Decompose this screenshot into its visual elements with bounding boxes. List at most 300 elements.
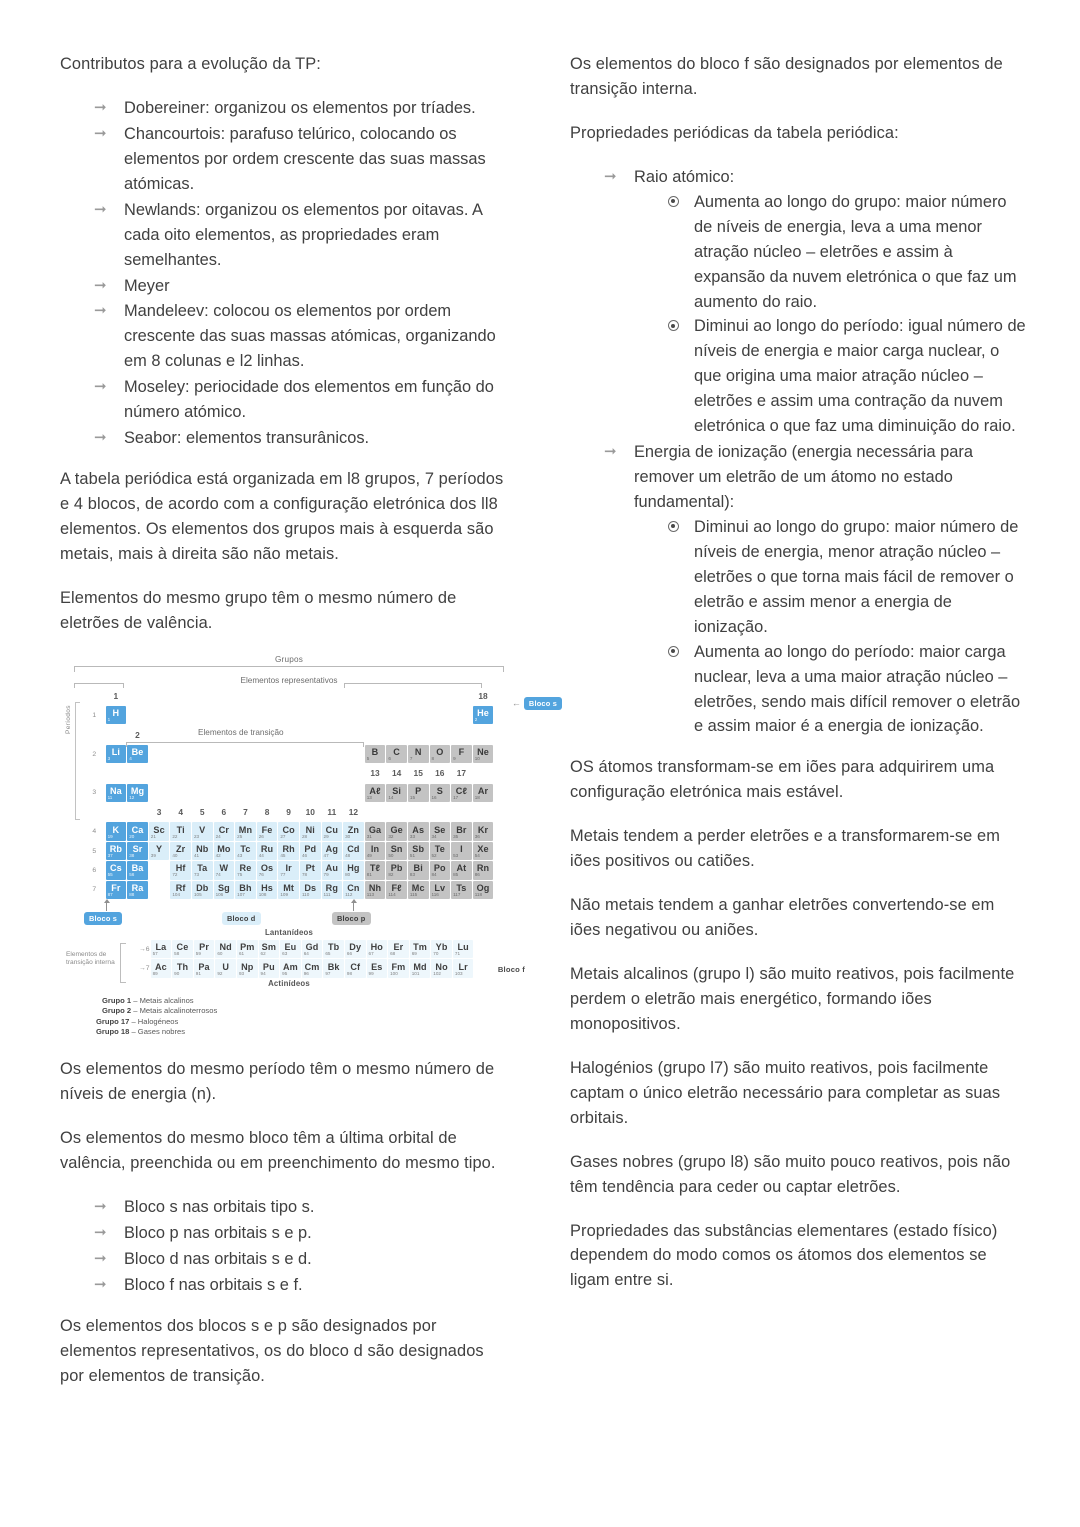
list-item — [94, 1273, 512, 1298]
pt-cell-empty — [149, 881, 170, 899]
pt-element-symbol: Mn — [238, 824, 253, 835]
pt-element-cell[interactable] — [386, 784, 407, 802]
pt-element-symbol: Lu — [457, 942, 469, 953]
pt-element-cell[interactable] — [430, 861, 451, 879]
pt-legend-row: Grupo 18 – Gases nobres — [96, 1026, 186, 1036]
pt-legend-group: Grupo 18 — [96, 1026, 130, 1036]
pt-element-cell[interactable] — [192, 861, 213, 879]
pt-element-symbol: Nd — [219, 942, 232, 953]
pt-element-number: 23 — [193, 833, 200, 839]
pt-element-symbol: Tℓ — [369, 863, 381, 874]
pt-group-number — [235, 725, 256, 743]
pt-element-cell[interactable] — [473, 745, 494, 763]
pt-element-number: 5 — [366, 756, 370, 762]
pt-element-cell[interactable] — [192, 881, 213, 899]
pt-element-cell[interactable] — [473, 784, 494, 802]
pt-element-cell[interactable] — [106, 706, 127, 724]
pt-element-cell[interactable] — [106, 784, 127, 802]
pt-group-number — [451, 725, 472, 743]
pt-element-number: 56 — [129, 872, 135, 878]
pt-element-number: 24 — [215, 833, 221, 839]
properties-list — [570, 165, 1028, 740]
pt-group-number — [365, 687, 386, 705]
table-row — [84, 842, 493, 860]
pt-element-number: 109 — [280, 891, 289, 897]
pt-callout-bloco-f: Bloco f — [497, 965, 525, 975]
pt-element-number: 27 — [280, 833, 286, 839]
pt-element-cell[interactable] — [235, 881, 256, 899]
pt-element-cell[interactable] — [214, 881, 235, 899]
pt-element-symbol: Cf — [350, 961, 361, 972]
left-arrow-icon: ← — [511, 697, 521, 708]
pt-transicao-label: Elementos de transição — [198, 727, 284, 737]
pt-cell-empty — [214, 706, 235, 724]
pt-element-cell[interactable] — [345, 959, 366, 977]
pt-element-cell[interactable] — [127, 861, 148, 879]
pt-element-number: 97 — [325, 970, 331, 976]
pt-element-cell[interactable] — [170, 842, 191, 860]
para-halogenios: Halogénios (grupo l7) são muito reativos, pois facilmente captam o único eletrão necessário para completar as suas orbitais. — [570, 1058, 1001, 1127]
para-alcalinos: Metais alcalinos (grupo l) são muito reativos, pois facilmente perdem o eletrão mais energético, formando iões monopositivos. — [570, 965, 1015, 1033]
pt-element-symbol: Ca — [131, 824, 144, 835]
pt-element-number: 65 — [325, 951, 331, 957]
pt-element-cell[interactable] — [386, 861, 407, 879]
pt-element-symbol: Am — [283, 961, 298, 972]
pt-element-cell[interactable] — [343, 842, 364, 860]
pt-element-symbol: Er — [393, 942, 404, 953]
pt-element-cell[interactable] — [106, 745, 127, 763]
pt-element-cell[interactable] — [280, 940, 301, 958]
pt-element-cell[interactable] — [343, 861, 364, 879]
pt-element-cell[interactable] — [170, 881, 191, 899]
pt-element-cell[interactable] — [237, 940, 258, 958]
pt-element-cell[interactable] — [259, 940, 280, 958]
pt-cell-empty — [451, 706, 472, 724]
pt-element-cell[interactable] — [127, 881, 148, 899]
pt-element-number: 89 — [152, 970, 158, 976]
pt-element-cell[interactable] — [408, 842, 429, 860]
pt-group-number — [300, 687, 321, 705]
pt-element-number: 36 — [474, 833, 480, 839]
pt-element-cell[interactable] — [237, 959, 258, 977]
para-gases: Gases nobres (grupo l8) são muito pouco reativos, pois não têm tendência para ceder ou captar eletrões. — [570, 1152, 1011, 1196]
pt-cell-empty — [127, 706, 148, 724]
pt-cell-empty — [149, 861, 170, 879]
pt-element-cell[interactable] — [106, 822, 127, 840]
pt-element-cell[interactable] — [214, 842, 235, 860]
pt-element-cell[interactable] — [151, 959, 172, 977]
pt-element-symbol: Li — [111, 747, 121, 758]
pt-element-cell[interactable] — [214, 822, 235, 840]
list-item-label: Seabor: elementos transurânicos. — [124, 429, 370, 448]
pt-element-cell[interactable] — [106, 861, 127, 879]
pt-element-cell[interactable] — [300, 881, 321, 899]
pt-element-cell[interactable] — [343, 822, 364, 840]
pt-cell-empty — [214, 784, 235, 802]
pt-element-cell[interactable] — [106, 881, 127, 899]
pt-element-cell[interactable] — [151, 940, 172, 958]
pt-element-cell[interactable] — [300, 842, 321, 860]
pt-group-number — [278, 725, 299, 743]
pt-element-cell[interactable] — [323, 940, 344, 958]
pt-element-symbol: Nb — [196, 844, 209, 854]
pt-cell-empty — [235, 706, 256, 724]
pt-element-symbol: Fe — [261, 824, 273, 835]
pt-element-cell[interactable] — [365, 861, 386, 879]
pt-group-number — [257, 764, 278, 782]
pt-group-number — [214, 725, 235, 743]
pt-element-symbol: Es — [371, 961, 383, 972]
pt-element-symbol: Hf — [175, 863, 186, 874]
pt-element-cell[interactable] — [367, 959, 388, 977]
pt-element-cell[interactable] — [451, 881, 472, 899]
transicao-interna-bracket — [120, 943, 126, 983]
pt-element-number: 117 — [453, 891, 461, 897]
list-item-label: Raio atómico: — [634, 167, 735, 186]
pt-element-symbol: Fr — [111, 882, 121, 893]
pt-element-cell[interactable] — [365, 842, 386, 860]
pt-element-symbol: O — [436, 747, 444, 758]
pt-cell-empty — [430, 706, 451, 724]
pt-element-symbol: No — [435, 961, 448, 972]
pt-element-symbol: Pt — [305, 863, 315, 874]
pt-element-cell[interactable] — [127, 842, 148, 860]
pt-element-symbol: Rg — [325, 882, 338, 893]
pt-element-symbol: Cr — [218, 824, 230, 835]
pt-element-cell[interactable] — [278, 822, 299, 840]
pt-element-symbol: Eu — [284, 942, 297, 953]
pt-element-cell[interactable] — [430, 822, 451, 840]
pt-element-number: 70 — [433, 951, 439, 957]
pt-element-cell[interactable] — [235, 842, 256, 860]
pt-element-cell[interactable] — [106, 842, 127, 860]
pt-element-symbol: Lv — [434, 882, 446, 893]
pt-element-number: 60 — [217, 951, 223, 957]
pt-callout-bloco-s-top: Bloco s — [524, 697, 562, 710]
pt-element-symbol: Pb — [390, 863, 403, 874]
pt-element-cell[interactable] — [408, 861, 429, 879]
pt-element-number: 90 — [174, 970, 180, 976]
pt-element-symbol: Sr — [132, 844, 143, 854]
pt-period-number: 7 — [92, 886, 97, 894]
pt-cell-empty — [322, 745, 343, 763]
pt-element-number: 8 — [431, 756, 435, 762]
pt-callout-bloco-p: Bloco p — [332, 912, 371, 925]
pt-element-number: 21 — [150, 833, 156, 839]
list-item — [604, 440, 1028, 739]
circle-dot-icon — [668, 320, 679, 331]
pt-group-number — [149, 764, 170, 782]
pt-cell-empty — [214, 745, 235, 763]
pt-element-symbol: S — [436, 785, 443, 796]
pt-element-cell[interactable] — [322, 881, 343, 899]
pt-cell-empty — [149, 706, 170, 724]
pt-group-number — [106, 725, 127, 743]
pt-element-cell[interactable] — [473, 861, 494, 879]
pt-element-cell[interactable] — [235, 822, 256, 840]
pt-element-symbol: Re — [239, 863, 252, 874]
pt-element-number: 118 — [474, 891, 483, 897]
pt-element-symbol: Bh — [239, 882, 252, 893]
table-row — [84, 706, 493, 724]
pt-element-cell[interactable] — [322, 842, 343, 860]
pt-group-number — [430, 687, 451, 705]
pt-group-number — [170, 725, 191, 743]
pt-element-number: 76 — [258, 872, 264, 878]
pt-element-number: 101 — [411, 970, 420, 976]
pt-element-cell[interactable] — [410, 959, 431, 977]
pt-period-number: 3 — [92, 789, 97, 797]
pt-element-number: 100 — [390, 970, 398, 976]
pt-element-cell[interactable] — [323, 959, 344, 977]
pt-element-cell[interactable] — [431, 959, 452, 977]
pt-element-cell[interactable] — [367, 940, 388, 958]
pt-element-cell[interactable] — [257, 861, 278, 879]
arrow-right-icon: ➞ — [94, 276, 107, 294]
pt-element-cell[interactable] — [278, 861, 299, 879]
pt-element-cell[interactable] — [473, 881, 494, 899]
bloco-s-top-callout-group — [512, 697, 562, 710]
pt-group-number — [343, 687, 364, 705]
pt-element-cell[interactable] — [257, 822, 278, 840]
pt-element-symbol: Ar — [477, 785, 489, 796]
pt-element-number: 110 — [301, 891, 310, 897]
pt-element-number: 25 — [237, 833, 243, 839]
pt-element-cell[interactable] — [408, 881, 429, 899]
pt-element-symbol: At — [456, 863, 467, 874]
pt-element-cell[interactable] — [451, 745, 472, 763]
pt-element-symbol: Mc — [411, 882, 425, 893]
pt-element-number: 35 — [453, 833, 459, 839]
pt-element-number: 72 — [172, 872, 178, 878]
pt-element-symbol: Fm — [391, 961, 406, 972]
pt-element-cell[interactable] — [278, 842, 299, 860]
pt-element-cell[interactable] — [257, 881, 278, 899]
pt-element-number: 93 — [238, 970, 245, 976]
pt-element-cell[interactable] — [343, 881, 364, 899]
pt-element-cell[interactable] — [194, 959, 215, 977]
pt-group-number — [170, 687, 191, 705]
pt-element-cell[interactable] — [300, 822, 321, 840]
pt-element-cell[interactable] — [170, 822, 191, 840]
pt-group-number — [451, 803, 472, 821]
pt-element-cell[interactable] — [235, 861, 256, 879]
pt-legend-group: Grupo 1 — [102, 995, 132, 1005]
pt-cell-empty — [170, 784, 191, 802]
pt-element-cell[interactable] — [473, 822, 494, 840]
pt-element-cell[interactable] — [408, 822, 429, 840]
pt-element-symbol: Ce — [176, 942, 189, 953]
pt-element-cell[interactable] — [280, 959, 301, 977]
pt-element-cell[interactable] — [127, 745, 148, 763]
pt-element-symbol: I — [460, 844, 463, 854]
pt-element-cell[interactable] — [365, 822, 386, 840]
pt-element-cell[interactable] — [149, 842, 170, 860]
pt-element-cell[interactable] — [127, 822, 148, 840]
pt-element-symbol: La — [155, 942, 167, 953]
pt-element-number: 29 — [323, 833, 329, 839]
pt-element-cell[interactable] — [302, 940, 323, 958]
pt-group-number — [214, 764, 235, 782]
pt-element-number: 83 — [409, 872, 416, 878]
pt-element-cell[interactable] — [172, 940, 193, 958]
pt-element-cell[interactable] — [278, 881, 299, 899]
pt-element-cell[interactable] — [388, 940, 409, 958]
pt-element-cell[interactable] — [386, 881, 407, 899]
pt-element-cell[interactable] — [431, 940, 452, 958]
para-organizacao: A tabela periódica está organizada em l8 grupos, 7 períodos e 4 blocos, de acordo com a configuração eletrónica dos ll8 elementos. Os elementos dos grupos mais à esquerda são metais, mais à direita são não metais. — [60, 470, 504, 563]
pt-element-cell[interactable] — [170, 861, 191, 879]
pt-element-cell[interactable] — [451, 784, 472, 802]
pt-element-number: 31 — [366, 833, 372, 839]
pt-element-number: 107 — [237, 891, 245, 897]
pt-element-cell[interactable] — [259, 959, 280, 977]
pt-element-symbol: Hg — [347, 863, 360, 874]
pt-element-number: 11 — [107, 794, 113, 800]
pt-element-cell[interactable] — [172, 959, 193, 977]
pt-group-number — [408, 803, 429, 821]
para-valencia: Elementos do mesmo grupo têm o mesmo número de eletrões de valência. — [60, 588, 457, 632]
pt-element-symbol: Mg — [130, 785, 145, 796]
pt-element-number: 10 — [474, 756, 480, 762]
pt-legend-group: Grupo 17 — [96, 1016, 130, 1026]
list-item-label: Bloco d nas orbitais s e d. — [124, 1250, 312, 1269]
pt-element-number: 68 — [390, 951, 396, 957]
pt-element-cell[interactable] — [410, 940, 431, 958]
pt-element-symbol: Br — [456, 824, 467, 835]
pt-element-number: 106 — [215, 891, 224, 897]
para-bloco: Os elementos do mesmo bloco têm a última orbital de valência, preenchida ou em preenchimento do mesmo tipo. — [60, 1129, 496, 1173]
heading-propriedades: Propriedades periódicas da tabela periódica: — [570, 123, 899, 142]
list-item-label: Meyer — [124, 276, 170, 295]
pt-element-number: 103 — [454, 970, 463, 976]
pt-element-cell[interactable] — [215, 959, 236, 977]
list-item — [94, 375, 512, 425]
pt-element-cell[interactable] — [388, 959, 409, 977]
table-row — [84, 861, 493, 879]
pt-legend — [96, 996, 504, 1038]
pt-group-number — [343, 725, 364, 743]
pt-group-number — [451, 687, 472, 705]
pt-element-cell[interactable] — [453, 940, 474, 958]
pt-period-number: →6 — [139, 945, 150, 953]
pt-element-cell[interactable] — [365, 881, 386, 899]
pt-cell-empty — [300, 745, 321, 763]
pt-element-number: 114 — [388, 891, 396, 897]
pt-element-number: 46 — [301, 853, 308, 858]
table-row — [84, 822, 493, 840]
pt-element-cell[interactable] — [451, 861, 472, 879]
pt-element-number: 2 — [474, 717, 478, 723]
pt-element-cell[interactable] — [322, 861, 343, 879]
pt-element-cell[interactable] — [386, 745, 407, 763]
pt-cell-empty — [257, 745, 278, 763]
pt-element-symbol: Kr — [477, 824, 489, 835]
pt-element-cell[interactable] — [473, 842, 494, 860]
pt-element-number: 102 — [433, 970, 441, 976]
pt-group-number — [365, 803, 386, 821]
pt-element-cell[interactable] — [322, 822, 343, 840]
list-item — [94, 426, 512, 451]
pt-element-symbol: Ag — [325, 844, 338, 854]
pt-element-number: 77 — [280, 872, 286, 878]
pt-element-symbol: Cℓ — [455, 785, 467, 796]
pt-element-symbol: Tc — [240, 844, 251, 854]
pt-element-cell[interactable] — [365, 784, 386, 802]
pt-element-cell[interactable] — [257, 842, 278, 860]
property-subitems — [634, 190, 1028, 439]
pt-element-cell[interactable] — [215, 940, 236, 958]
pt-group-number: 9 — [286, 807, 291, 818]
table-row — [139, 959, 473, 977]
pt-group-number: 6 — [221, 807, 227, 818]
pt-element-symbol: Md — [413, 961, 427, 972]
pt-element-symbol: Po — [433, 863, 446, 874]
pt-cell-empty — [235, 784, 256, 802]
pt-element-cell[interactable] — [453, 959, 474, 977]
pt-element-cell[interactable] — [451, 842, 472, 860]
pt-grupos-title: Grupos — [274, 654, 304, 664]
pt-element-cell[interactable] — [192, 822, 213, 840]
pt-element-cell[interactable] — [408, 784, 429, 802]
para-representativos: Os elementos dos blocos s e p são designados por elementos representativos, os do bloco d são designados por elementos de transição. — [60, 1316, 484, 1385]
pt-group-number — [127, 764, 148, 782]
pt-group-number: 2 — [135, 729, 140, 740]
para-substancias: Propriedades das substâncias elementares (estado físico) dependem do modo comos os átomos dos elementos se ligam entre si. — [570, 1221, 998, 1290]
pt-element-symbol: Au — [325, 863, 338, 874]
pt-element-cell[interactable] — [302, 959, 323, 977]
pt-element-cell[interactable] — [451, 822, 472, 840]
pt-element-cell[interactable] — [430, 745, 451, 763]
pt-element-cell[interactable] — [194, 940, 215, 958]
pt-group-number: 3 — [156, 807, 162, 818]
pt-element-number: 75 — [237, 872, 243, 878]
list-item-label: Bloco s nas orbitais tipo s. — [124, 1198, 315, 1217]
pt-element-cell[interactable] — [127, 784, 148, 802]
pt-element-number: 59 — [195, 951, 201, 957]
pt-element-symbol: Te — [434, 844, 445, 854]
table-row — [84, 745, 493, 763]
pt-element-cell[interactable] — [300, 861, 321, 879]
pt-element-cell[interactable] — [473, 706, 494, 724]
pt-element-symbol: K — [112, 824, 120, 835]
pt-cell-empty — [300, 784, 321, 802]
pt-element-number: 96 — [303, 970, 309, 976]
pt-element-cell[interactable] — [386, 842, 407, 860]
pt-element-cell[interactable] — [345, 940, 366, 958]
pt-element-cell[interactable] — [149, 822, 170, 840]
pt-element-number: 15 — [409, 794, 416, 800]
pt-element-symbol: Ts — [456, 882, 467, 893]
pt-element-cell[interactable] — [386, 822, 407, 840]
pt-group-number: 14 — [391, 768, 402, 779]
pt-group-number — [235, 764, 256, 782]
pt-element-cell[interactable] — [430, 881, 451, 899]
pt-element-symbol: Ho — [370, 942, 383, 953]
pt-element-symbol: Cs — [109, 863, 122, 874]
pt-element-cell[interactable] — [214, 861, 235, 879]
pt-element-number: 1 — [107, 717, 111, 723]
list-subitem-label: Aumenta ao longo do período: maior carga nuclear, leva a uma maior atração núcleo – eletrões, sendo mais difícil remover o eletrão e assim maior é a energia de ionização. — [694, 642, 1021, 736]
pt-element-cell[interactable] — [192, 842, 213, 860]
pt-element-cell[interactable] — [408, 745, 429, 763]
para-blocof: Os elementos do bloco f são designados por elementos de transição interna. — [570, 55, 1003, 98]
pt-element-number: 54 — [474, 853, 480, 858]
pt-element-cell[interactable] — [365, 745, 386, 763]
pt-element-cell[interactable] — [430, 784, 451, 802]
pt-element-cell[interactable] — [430, 842, 451, 860]
pt-period-number: 4 — [92, 828, 97, 836]
